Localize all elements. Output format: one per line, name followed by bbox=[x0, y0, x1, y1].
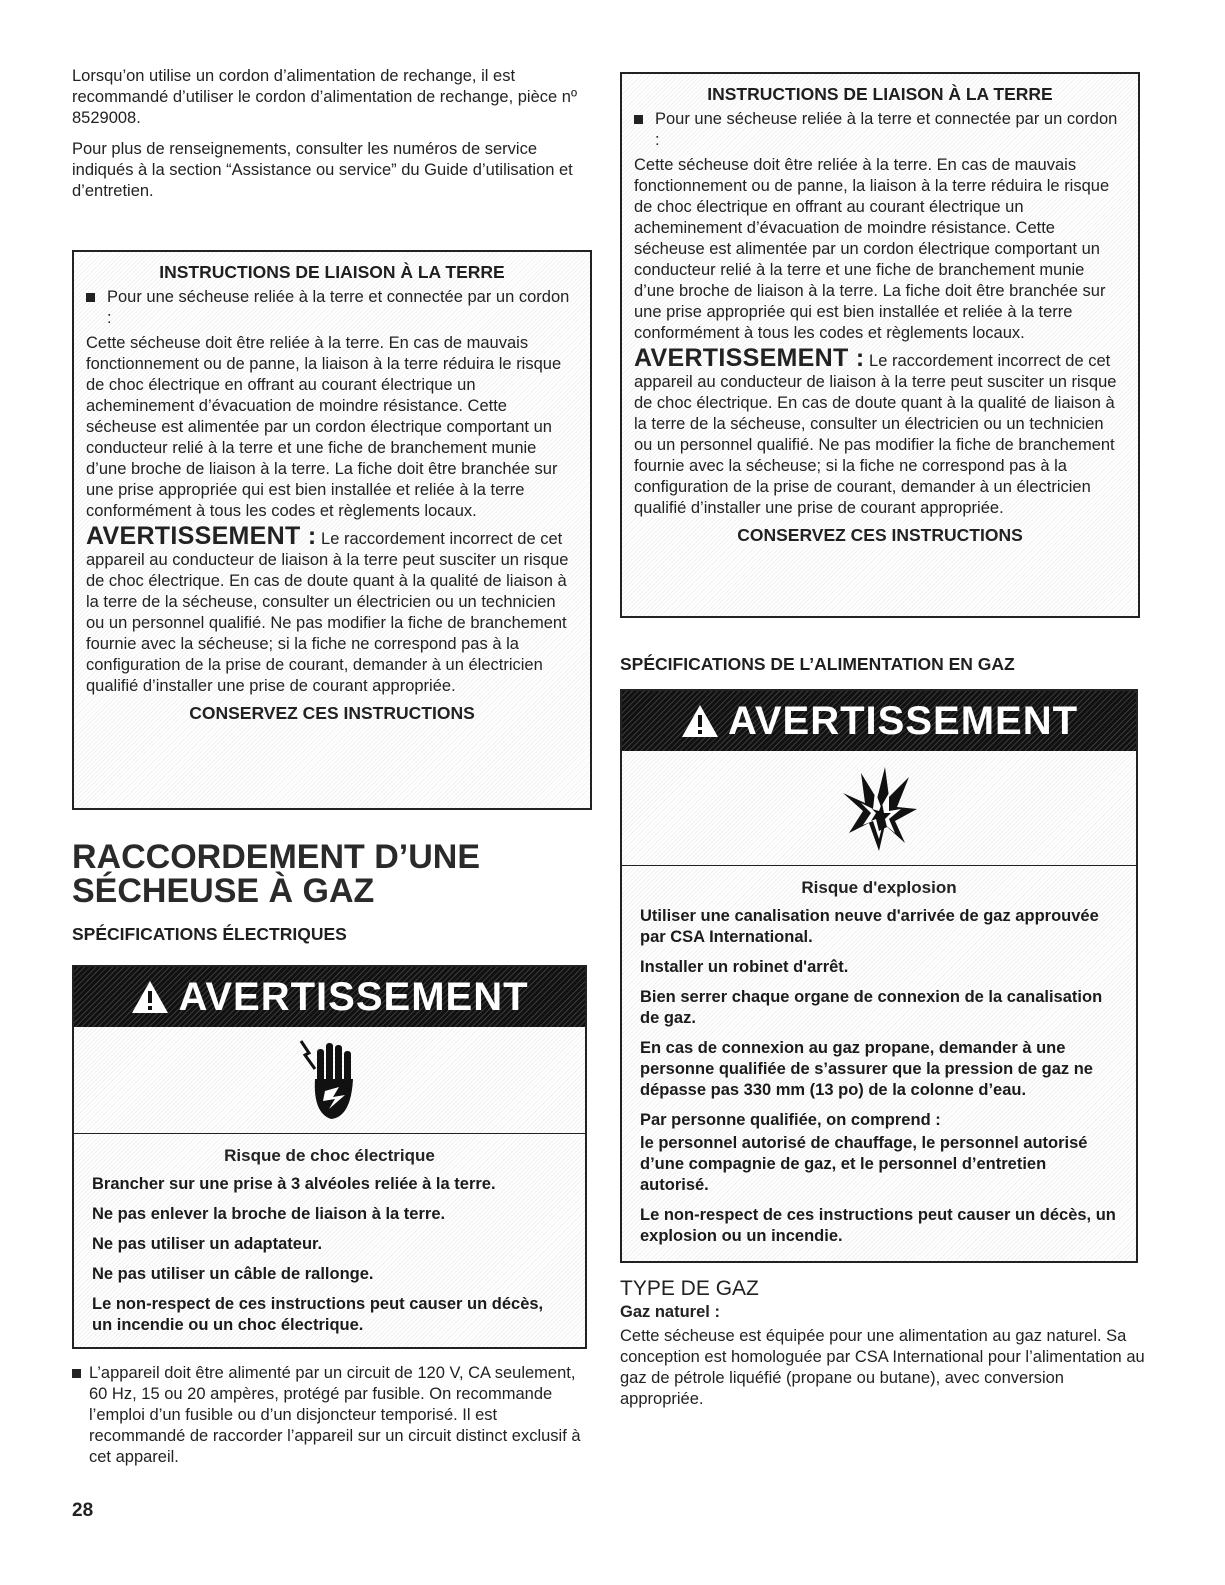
gas-warning-box bbox=[620, 689, 1138, 1263]
bullet-square-icon bbox=[72, 1369, 81, 1378]
shock-icon-area bbox=[74, 1027, 585, 1134]
bullet-square-icon bbox=[634, 115, 643, 124]
save-instructions-label: CONSERVEZ CES INSTRUCTIONS bbox=[737, 525, 1023, 545]
main-title-line2: SÉCHEUSE À GAZ bbox=[72, 872, 375, 910]
electrical-specs-heading: SPÉCIFICATIONS ÉLECTRIQUES bbox=[72, 924, 347, 944]
grounding-paragraph: Cette sécheuse doit être reliée à la terre. En cas de mauvais fonctionnement ou de panne, la liaison à la terre réduira le risque de choc électrique en offrant au courant électrique un acheminement d’évacuation de moindre résistance. Cette sécheuse est alimentée par un cordon électrique comportant un conducteur relié à la terre et une fiche de branchement munie d’une broche de liaison à la terre. La fiche doit être branchée sur une prise appropriée qui est bien installée et reliée à la terre conformément à tous les codes et règlements locaux. bbox=[86, 334, 562, 520]
right-column bbox=[620, 66, 1145, 1410]
replacement-cord-paragraph: Lorsqu’on utilise un cordon d’alimentation de rechange, il est recommandé d’utiliser le cordon d’alimentation de rechange, pièce nº 8529008. bbox=[72, 67, 577, 127]
gas-type-heading: TYPE DE GAZ bbox=[620, 1277, 759, 1300]
warning-item: Ne pas utiliser un adaptateur. bbox=[92, 1235, 323, 1253]
grounding-instructions-box bbox=[72, 250, 592, 810]
page-number: 28 bbox=[72, 1500, 94, 1521]
warning-word: AVERTISSEMENT : bbox=[86, 522, 317, 550]
warning-item: Par personne qualifiée, on comprend : bbox=[640, 1111, 941, 1129]
electrical-warning-text bbox=[74, 1134, 585, 1348]
explosion-risk-title: Risque d'explosion bbox=[801, 878, 957, 897]
more-info-paragraph: Pour plus de renseignements, consulter les numéros de service indiqués à la section “Assistance ou service” du Guide d’utilisation et d’entretien. bbox=[72, 140, 573, 200]
warning-item: En cas de connexion au gaz propane, demander à une personne qualifiée de s’assurer que la pression de gaz ne dépasse pas 330 mm (13 po) de la colonne d’eau. bbox=[640, 1039, 1093, 1099]
explosion-icon-area bbox=[622, 751, 1136, 866]
grounding-warning bbox=[86, 522, 578, 697]
warning-item: Le non-respect de ces instructions peut causer un décès, un incendie ou un choc électrique. bbox=[92, 1295, 544, 1334]
circuit-text: L’appareil doit être alimenté par un circuit de 120 V, CA seulement, 60 Hz, 15 ou 20 ampères, protégé par fusible. On recommande l’emploi d’un fusible ou d’un disjoncteur temporisé. Il est recommandé de raccorder l’appareil sur un circuit distinct exclusif à cet appareil. bbox=[89, 1364, 581, 1466]
warning-banner: AVERTISSEMENT bbox=[622, 691, 1136, 751]
grounding-heading: INSTRUCTIONS DE LIAISON À LA TERRE bbox=[707, 84, 1053, 104]
warning-item: Utiliser une canalisation neuve d'arrivée de gaz approuvée par CSA International. bbox=[640, 907, 1099, 946]
bullet-square-icon bbox=[86, 293, 95, 302]
warning-item: Installer un robinet d'arrêt. bbox=[640, 958, 849, 976]
warning-triangle-icon bbox=[680, 703, 720, 739]
warning-item: Ne pas utiliser un câble de rallonge. bbox=[92, 1265, 374, 1283]
electric-shock-hand-icon bbox=[295, 1035, 365, 1125]
gas-warning-text bbox=[622, 866, 1136, 1259]
warning-word: AVERTISSEMENT : bbox=[634, 344, 865, 372]
main-title bbox=[72, 840, 592, 908]
grounding-bullet: Pour une sécheuse reliée à la terre et connectée par un cordon : bbox=[634, 109, 1126, 151]
warning-item: Le non-respect de ces instructions peut causer un décès, un explosion ou un incendie. bbox=[640, 1206, 1116, 1245]
grounding-instructions-box bbox=[620, 72, 1140, 618]
gas-specs-heading: SPÉCIFICATIONS DE L’ALIMENTATION EN GAZ bbox=[620, 654, 1015, 674]
grounding-warning bbox=[634, 344, 1126, 519]
warning-item: le personnel autorisé de chauffage, le personnel autorisé d’une compagnie de gaz, et le personnel d’entretien autorisé. bbox=[640, 1134, 1088, 1194]
warning-triangle-icon bbox=[130, 979, 170, 1015]
warning-text: Le raccordement incorrect de cet appareil au conducteur de liaison à la terre peut susciter un risque de choc électrique. En cas de doute quant à la qualité de liaison à la terre de la sécheuse, consulter un électricien ou un technicien ou un personnel qualifié. Ne pas modifier la fiche de branchement fournie avec la sécheuse; si la fiche ne correspond pas à la configuration de la prise de courant, demander à un électricien qualifié d’installer une prise de courant appropriée. bbox=[86, 530, 569, 695]
left-column bbox=[72, 66, 592, 1468]
natural-gas-paragraph: Cette sécheuse est équipée pour une alimentation au gaz naturel. Sa conception est homologuée par CSA International pour l’alimentation au gaz de pétrole liquéfié (propane ou butane), avec conversion appropriée. bbox=[620, 1327, 1145, 1408]
circuit-bullet bbox=[72, 1363, 592, 1468]
warning-item: Brancher sur une prise à 3 alvéoles reliée à la terre. bbox=[92, 1175, 496, 1193]
warning-item: Bien serrer chaque organe de connexion de la canalisation de gaz. bbox=[640, 988, 1103, 1027]
grounding-paragraph: Cette sécheuse doit être reliée à la terre. En cas de mauvais fonctionnement ou de panne, la liaison à la terre réduira le risque de choc électrique en offrant au courant électrique un acheminement d’évacuation de moindre résistance. Cette sécheuse est alimentée par un cordon électrique comportant un conducteur relié à la terre et une fiche de branchement munie d’une broche de liaison à la terre. La fiche doit être branchée sur une prise appropriée qui est bien installée et reliée à la terre conformément à tous les codes et règlements locaux. bbox=[634, 156, 1110, 342]
save-instructions-label: CONSERVEZ CES INSTRUCTIONS bbox=[189, 703, 475, 723]
warning-banner: AVERTISSEMENT bbox=[74, 967, 585, 1027]
grounding-heading: INSTRUCTIONS DE LIAISON À LA TERRE bbox=[159, 262, 505, 282]
shock-risk-title: Risque de choc électrique bbox=[224, 1146, 435, 1165]
explosion-icon bbox=[839, 763, 919, 853]
warning-text: Le raccordement incorrect de cet appareil au conducteur de liaison à la terre peut susciter un risque de choc électrique. En cas de doute quant à la qualité de liaison à la terre de la sécheuse, consulter un électricien ou un technicien ou un personnel qualifié. Ne pas modifier la fiche de branchement fournie avec la sécheuse; si la fiche ne correspond pas à la configuration de la prise de courant, demander à un électricien qualifié d’installer une prise de courant appropriée. bbox=[634, 352, 1117, 517]
warning-item: Ne pas enlever la broche de liaison à la terre. bbox=[92, 1205, 446, 1223]
main-title-line1: RACCORDEMENT D’UNE bbox=[72, 838, 480, 876]
electrical-warning-box bbox=[72, 965, 587, 1349]
grounding-bullet: Pour une sécheuse reliée à la terre et connectée par un cordon : bbox=[86, 287, 578, 329]
natural-gas-label: Gaz naturel : bbox=[620, 1303, 720, 1321]
